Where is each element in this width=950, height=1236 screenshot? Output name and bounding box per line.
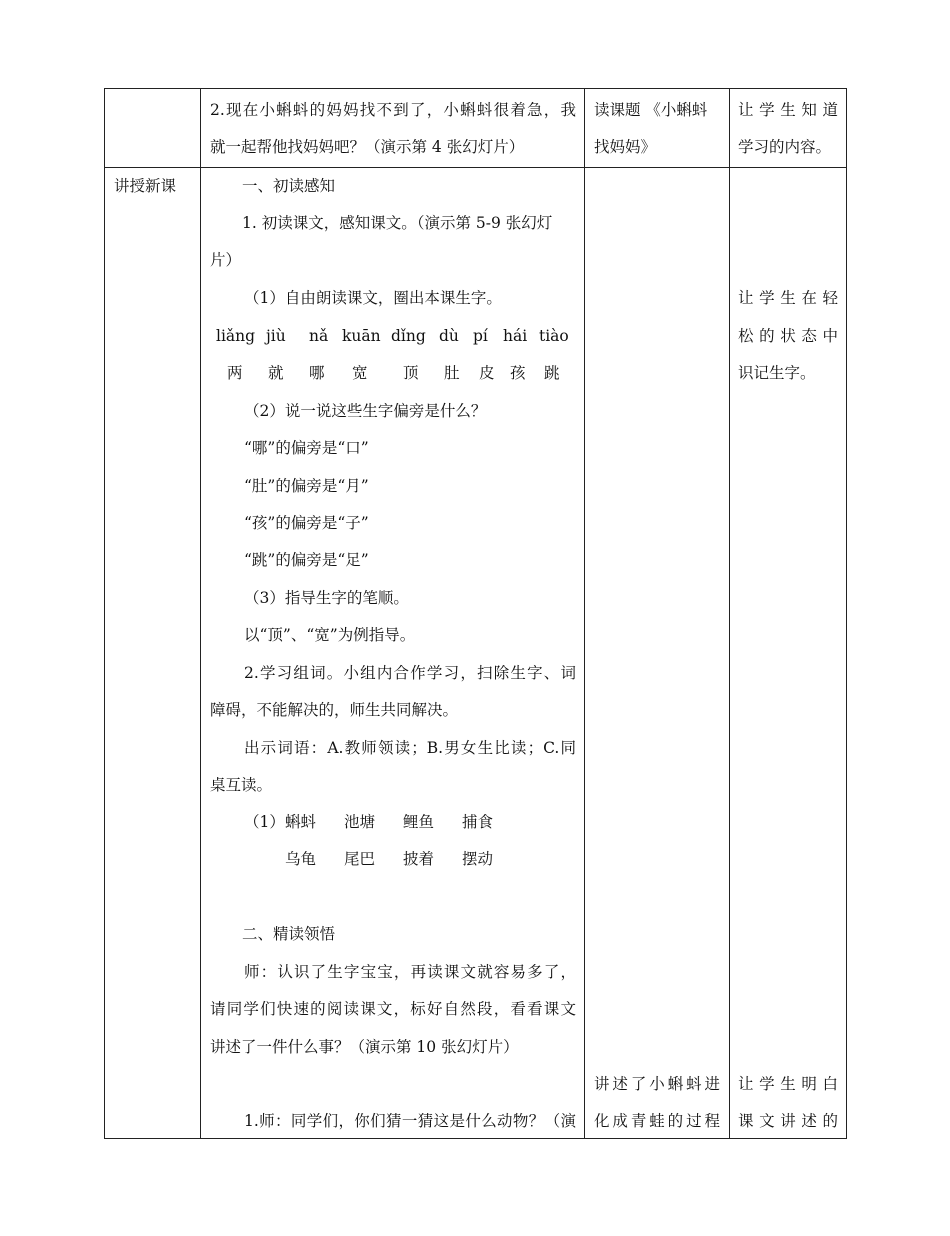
character: 孩 [510, 364, 526, 382]
table-left-border [104, 88, 105, 1139]
table-bottom-border [104, 1138, 847, 1139]
character: 跳 [544, 364, 560, 382]
process-text: （1）自由朗读课文，圈出本课生字。 [244, 289, 502, 307]
section-title: 二、精读领悟 [242, 925, 336, 943]
student-activity-text: 读课题 《小蝌蚪 [594, 101, 708, 119]
radical-line: “肚”的偏旁是“月” [244, 477, 369, 495]
radical-line: “孩”的偏旁是“子” [244, 514, 369, 532]
stage-label: 讲授新课 [114, 177, 177, 195]
word: 池塘 [344, 813, 376, 831]
column-divider-2 [584, 88, 585, 1139]
character: 顶 [403, 364, 419, 382]
word: 蝌蚪 [285, 813, 317, 831]
character: 皮 [479, 364, 495, 382]
word-prefix: （1） [244, 813, 285, 831]
process-text: 出示词语：A.教师领读；B.男女生比读；C.同 [244, 739, 576, 757]
radical-line: “跳”的偏旁是“足” [244, 551, 369, 569]
character: 就 [268, 364, 284, 382]
character: 两 [227, 364, 243, 382]
process-text: 以“顶”、“宽”为例指导。 [244, 626, 416, 644]
design-intent-text: 让学生知道 [738, 101, 838, 119]
process-text: 讲述了一件什么事？（演示第 10 张幻灯片） [210, 1038, 519, 1056]
character: 肚 [444, 364, 460, 382]
column-divider-1 [200, 88, 201, 1139]
word: 鲤鱼 [403, 813, 435, 831]
row-divider [104, 167, 847, 168]
section-title: 一、初读感知 [242, 177, 336, 195]
character: 宽 [352, 364, 368, 382]
process-text: 障碍，不能解决的，师生共同解决。 [210, 701, 459, 719]
radical-line: “哪”的偏旁是“口” [244, 439, 369, 457]
word: 乌龟 [285, 850, 317, 868]
pinyin: tiào [539, 327, 569, 345]
word: 捕食 [462, 813, 494, 831]
process-text: 1. 初读课文，感知课文。（演示第 5-9 张幻灯 [242, 214, 553, 232]
design-intent-text: 让学生在轻 [738, 289, 838, 307]
pinyin: pí [473, 327, 488, 345]
word: 尾巴 [344, 850, 376, 868]
process-text: 就一起帮他找妈妈吧？（演示第 4 张幻灯片） [210, 138, 525, 156]
process-text: 2.学习组词。小组内合作学习，扫除生字、词 [244, 664, 576, 682]
process-text: 片） [210, 251, 242, 269]
design-intent-text: 识记生字。 [738, 364, 816, 382]
process-text: 师：认识了生字宝宝，再读课文就容易多了， [244, 963, 576, 981]
process-text: 请同学们快速的阅读课文，标好自然段，看看课文 [210, 1000, 576, 1018]
process-text: 1.师：同学们，你们猜一猜这是什么动物？（演 [244, 1112, 576, 1130]
word: 披着 [403, 850, 435, 868]
student-activity-text: 化成青蛙的过程 [594, 1112, 720, 1130]
process-text: （2）说一说这些生字偏旁是什么？ [244, 402, 487, 420]
pinyin: kuān [342, 327, 381, 345]
pinyin: nǎ [309, 327, 329, 345]
character: 哪 [309, 364, 325, 382]
pinyin: hái [503, 327, 528, 345]
table-right-border [846, 88, 847, 1139]
process-text: （3）指导生字的笔顺。 [244, 589, 409, 607]
process-text: 2.现在小蝌蚪的妈妈找不到了，小蝌蚪很着急，我 [210, 101, 576, 119]
design-intent-text: 学习的内容。 [738, 138, 832, 156]
design-intent-text: 松的状态中 [738, 327, 838, 345]
pinyin: dù [439, 327, 459, 345]
word: 摆动 [462, 850, 494, 868]
pinyin: liǎng [216, 327, 256, 345]
design-intent-text: 让学生明白 [738, 1075, 838, 1093]
design-intent-text: 课文讲述的 [738, 1112, 838, 1130]
pinyin: dǐng [391, 327, 426, 345]
pinyin: jiù [266, 327, 286, 345]
process-text: 桌互读。 [210, 776, 273, 794]
table-top-border [104, 88, 847, 89]
student-activity-text: 讲述了小蝌蚪进 [594, 1075, 720, 1093]
column-divider-3 [729, 88, 730, 1139]
student-activity-text: 找妈妈》 [594, 138, 657, 156]
